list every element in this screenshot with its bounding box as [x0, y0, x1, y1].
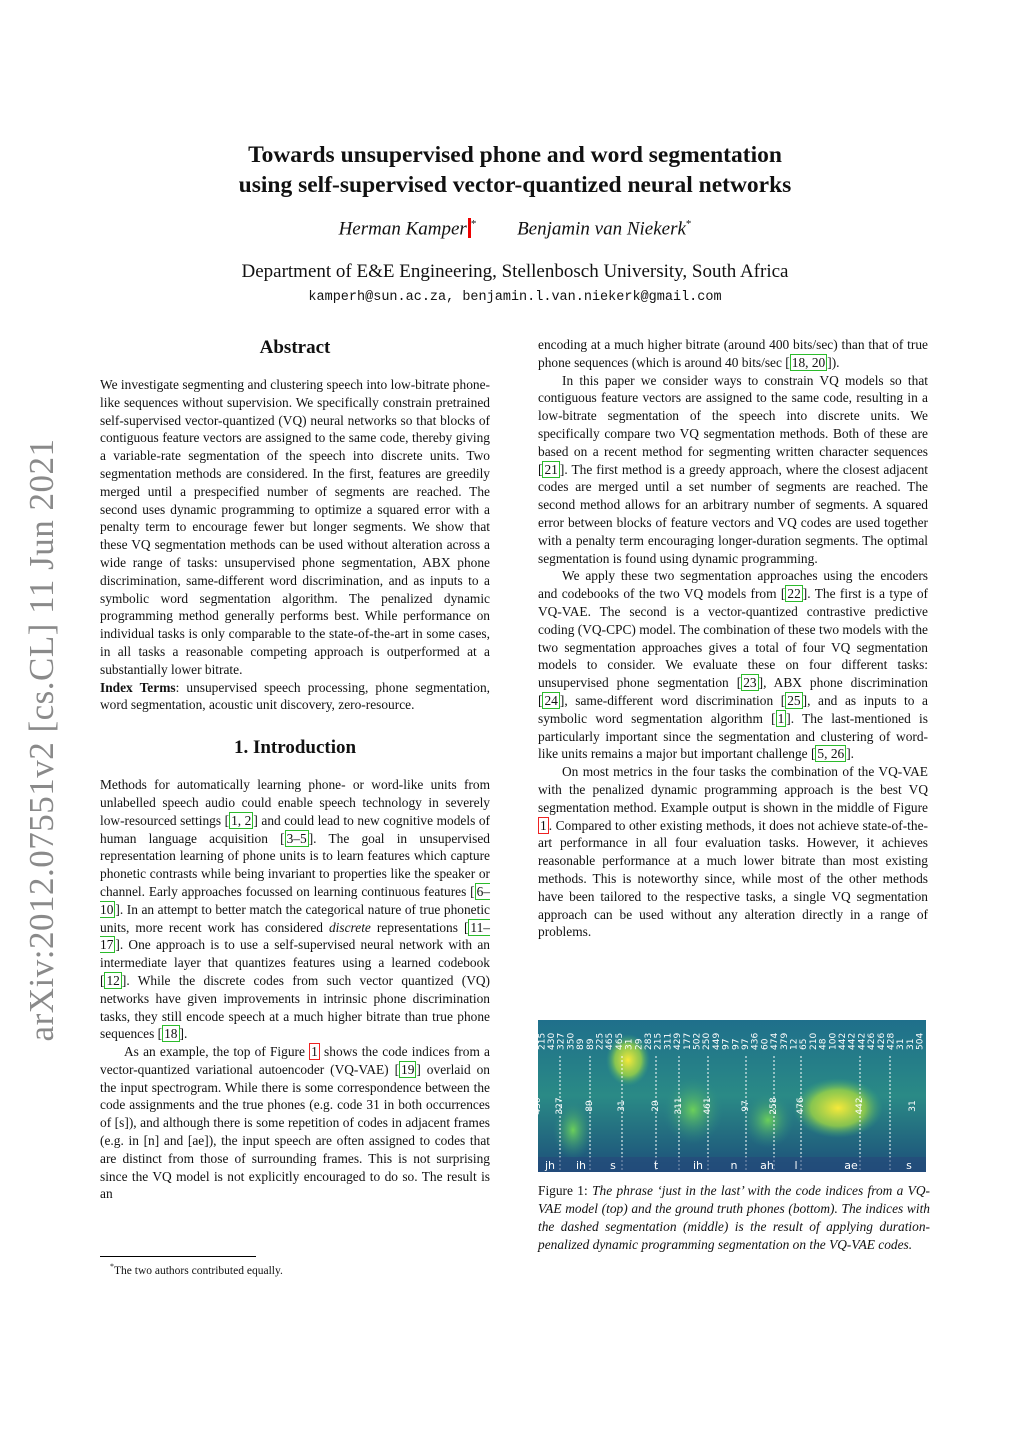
top-code-label: 379: [779, 1032, 790, 1050]
top-code-label: 177: [682, 1032, 693, 1050]
top-code-label: 442: [847, 1032, 858, 1050]
top-code-label: 250: [702, 1032, 713, 1050]
citation[interactable]: 19: [401, 1061, 415, 1077]
abstract-heading: Abstract: [259, 337, 331, 358]
top-code-label: 442: [857, 1032, 868, 1050]
mid-code-label: 442: [855, 1097, 865, 1115]
top-code-label: 426: [867, 1032, 878, 1050]
top-code-label: 215: [537, 1032, 548, 1050]
title-line-2: using self-supervised vector-quantized neural networks: [238, 172, 792, 198]
top-code-label: 474: [770, 1032, 781, 1050]
author-1: Herman Kamper *: [338, 218, 477, 240]
top-code-label: 89: [576, 1038, 587, 1050]
top-code-label: 97: [731, 1038, 742, 1050]
figure-reference[interactable]: 1: [540, 817, 547, 833]
top-code-label: 426: [876, 1032, 887, 1050]
phone-label: ih: [575, 1159, 587, 1172]
author-2: Benjamin van Niekerk*: [517, 218, 692, 240]
footnote-rule: [100, 1256, 256, 1257]
top-code-label: 311: [663, 1032, 674, 1050]
right-paragraph-1: encoding at a much higher bitrate (around 400 bits/sec) than that of true phone sequences (which is around 40 bits/sec [ 18, 20 ]).: [538, 337, 928, 370]
right-paragraph-3: We apply these two segmentation approaches using the encoders and codebooks of the two VQ models from [ 22 ]. The first is a type of VQ-VAE. The second is a vector-quantized contrastive predictive coding (VQ-CPC) model. The combination of these two models with the two segmentation approaches gives a total of four VQ segmentation models to consider. We evaluate these on four different tasks: unsupervised phone segmentation [ 23 ], ABX phone discrimination [ 24 ], same-different word discrimination [ 25 ], and as inputs to a symbolic word segmentation algorithm [ 1 ]. The last-mentioned is particularly important since the segmentation and clustering of word-like units remains a major but important challenge [ 5, 26 ].: [538, 568, 929, 762]
top-code-label: 31: [624, 1038, 635, 1050]
right-column: [538, 336, 928, 941]
top-code-label: 350: [566, 1032, 577, 1050]
right-paragraph-4: On most metrics in the four tasks the combination of the VQ-VAE with the penalized dynamic programming approach is the best VQ segmentation method. Example output is shown in the middle of Figure 1 . Compared to other existing methods, it does not achieve state-of-the-art performance in all four evaluation tasks. However, it achieves reasonable performance at a much lower bitrate than most existing methods. This is noteworthy since, while most of the other methods have been tailored to the respective tasks, a single VQ segmentation approach can be used without any alteration directly in a range of problems.: [538, 764, 928, 940]
mid-code-label: 430: [533, 1097, 543, 1115]
left-column: [100, 336, 490, 1203]
top-code-label: 210: [808, 1032, 819, 1050]
phone-label: n: [730, 1159, 738, 1172]
mid-code-label: 476: [796, 1097, 806, 1115]
right-paragraph-2: In this paper we consider ways to constrain VQ models so that contiguous feature vectors are assigned to the same code, resulting in a low-bitrate segmentation of the speech into discrete units. We specifically compare two VQ segmentation methods. Both of these are based on a recent method for segmenting written character sequences [ 21 ]. The first method is a greedy approach, where the closest adjacent codes are merged until a set number of segments are reached. The second method allows for an arbitrary number of segments. A squared error between blocks of feature vectors and VQ codes are used together with a penalty term encouraging longer-duration segments. The optimal segmentation is found using dynamic programming.: [538, 372, 928, 566]
citation[interactable]: 22: [787, 586, 801, 602]
intro-paragraph-2: As an example, the top of Figure 1 shows the code indices from a vector-quantized variational autoencoder (VQ-VAE) [ 19 ] overlaid on the input spectrogram. While there is some correspondence between the code assignments and the true phones (e.g. code 31 in both occurrences of [s]), and although there is some repetition of codes in adjacent frames (e.g. in [n] and [ae]), the input speech are often assigned to codes that are distinct from those of surrounding frames. This is not surprising since the VQ model is not explicitly encouraged to do so. The result is an: [100, 1044, 490, 1202]
top-code-label: 48: [818, 1038, 829, 1050]
mid-code-label: 461: [703, 1097, 713, 1115]
phone-label: t: [653, 1159, 659, 1172]
energy-region: [663, 1076, 723, 1144]
title-line-1: Towards unsupervised phone and word segmentation: [248, 142, 782, 168]
figure-reference[interactable]: 1: [311, 1044, 318, 1060]
mid-code-label: 311: [674, 1097, 684, 1115]
top-code-label: 225: [595, 1032, 606, 1050]
citation[interactable]: 23: [743, 675, 757, 691]
abstract-text: We investigate segmenting and clustering speech into low-bitrate phone-like sequences without supervision. We specifically constrain pretrained self-supervised vector-quantized (VQ) neural networks so that blocks of contiguous feature vectors are assigned to the same code, thereby giving a variable-rate segmentation of the speech into discrete units. Two segmentation methods are considered. In the first, features are greedily merged until a prespecified number of segments are reached. The second uses dynamic programming to optimize a squared error with a penalty term to encourage fewer but longer segments. We show that these VQ segmentation methods can be used without alteration across a wide range of tasks: unsupervised phone segmentation, ABX phone discrimination, same-different word discrimination, and as inputs to a symbolic word segmentation algorithm. The penalized dynamic programming method generally performs best. While performance on individual tasks is only comparable to the state-of-the-art in some cases, in all tasks a reasonable competing approach is outperformed at a substantially lower bitrate.: [100, 377, 490, 677]
phone-label: jh: [544, 1159, 556, 1172]
top-code-label: 60: [760, 1038, 771, 1050]
spectrogram-svg: [533, 1020, 926, 1172]
top-code-label: 12: [789, 1038, 800, 1050]
citation[interactable]: 18: [164, 1026, 178, 1042]
citation[interactable]: 5, 26: [817, 746, 845, 762]
top-code-label: 449: [711, 1032, 722, 1050]
top-code-label: 89: [585, 1038, 596, 1050]
top-code-label: 31: [896, 1038, 907, 1050]
top-code-label: 215: [653, 1032, 664, 1050]
top-code-label: 65: [799, 1038, 810, 1050]
figure-1-caption: Figure 1: The phrase ‘just in the last’ with the code indices from a VQ-VAE model (top) and the ground truth phones (bottom). The indices with the dashed segmentation (middle) is the result of applying duration-penalized dynamic programming segmentation on the VQ-VAE codes.: [538, 1183, 930, 1252]
citation[interactable]: 24: [544, 692, 558, 708]
citation[interactable]: 21: [544, 461, 558, 477]
top-code-label: 428: [886, 1032, 897, 1050]
top-code-label: 436: [750, 1032, 761, 1050]
top-code-label: 429: [673, 1032, 684, 1050]
top-code-label: 465: [605, 1032, 616, 1050]
top-code-label: 100: [828, 1032, 839, 1050]
citation[interactable]: 11–17: [100, 919, 490, 953]
top-code-label: 283: [644, 1032, 655, 1050]
phone-label: s: [906, 1159, 912, 1172]
phone-label: ae: [844, 1159, 858, 1172]
arxiv-identifier: arXiv:2012.07551v2 [cs.CL] 11 Jun 2021: [22, 438, 61, 1042]
citation[interactable]: 6–10: [100, 883, 490, 917]
mid-code-label: 29: [651, 1100, 661, 1112]
mid-code-label: 89: [585, 1100, 595, 1112]
phone-label: ah: [760, 1159, 774, 1172]
citation[interactable]: 3–5: [286, 830, 307, 846]
citation[interactable]: 18, 20: [791, 354, 826, 370]
citation[interactable]: 25: [787, 692, 801, 708]
citation[interactable]: 1, 2: [231, 812, 252, 828]
top-code-label: 442: [838, 1032, 849, 1050]
emails: kamperh@sun.ac.za, benjamin.l.van.niekerk@gmail.com: [308, 290, 722, 305]
top-code-label: 97: [721, 1038, 732, 1050]
top-code-label: 29: [634, 1038, 645, 1050]
top-code-label: 97: [741, 1038, 752, 1050]
figure-1-spectrogram: [533, 1020, 926, 1172]
top-code-label: 465: [614, 1032, 625, 1050]
top-code-label: 31: [905, 1038, 916, 1050]
top-code-label: 502: [692, 1032, 703, 1050]
phone-label: l: [794, 1159, 798, 1172]
footnote: *The two authors contributed equally.: [110, 1262, 283, 1277]
intro-heading: 1. Introduction: [233, 737, 357, 759]
intro-paragraph-1: Methods for automatically learning phone- or word-like units from unlabelled speech audio could enable speech technology in severely low-resourced settings [ 1, 2 ] and could lead to new cognitive models of human language acquisition [ 3–5 ]. The goal in unsupervised representation learning of phone units is to learn features which capture phonetic contrasts while being invariant to properties like the speaker or channel. Early approaches focussed on learning continuous features [ 6–10 ]. In an attempt to better match the categorical nature of true phonetic units, more recent work has considered discrete representations [ 11–17 ]. One approach is to use a self-supervised neural network with an intermediate layer that quantizes features using a learned codebook [ 12 ]. While the discrete codes from such vector quantized (VQ) networks have given improvements in intrinsic phone discrimination tasks, they still encode speech at a much higher bitrate than true phone sequences [ 18 ].: [100, 777, 490, 1042]
top-code-label: 430: [547, 1032, 558, 1050]
mid-code-label: 97: [741, 1100, 751, 1112]
top-code-label: 504: [915, 1032, 926, 1050]
mid-code-label: 31: [617, 1100, 627, 1112]
phone-label: ih: [692, 1159, 704, 1172]
affiliation: Department of E&E Engineering, Stellenbosch University, South Africa: [241, 261, 789, 282]
paper-title: [120, 140, 910, 200]
index-terms: Index Terms: unsupervised speech processing, phone segmentation, word segmentation, acoustic unit discovery, zero-resource.: [100, 679, 490, 713]
phone-label: s: [610, 1159, 616, 1172]
energy-region: [793, 1078, 883, 1138]
mid-code-label: 258: [769, 1097, 779, 1115]
mid-code-label: 327: [555, 1097, 565, 1115]
authors: [120, 218, 910, 240]
top-code-label: 327: [556, 1032, 567, 1050]
mid-code-label: 31: [908, 1100, 918, 1112]
citation[interactable]: 1: [777, 710, 785, 726]
citation[interactable]: 12: [106, 972, 120, 988]
